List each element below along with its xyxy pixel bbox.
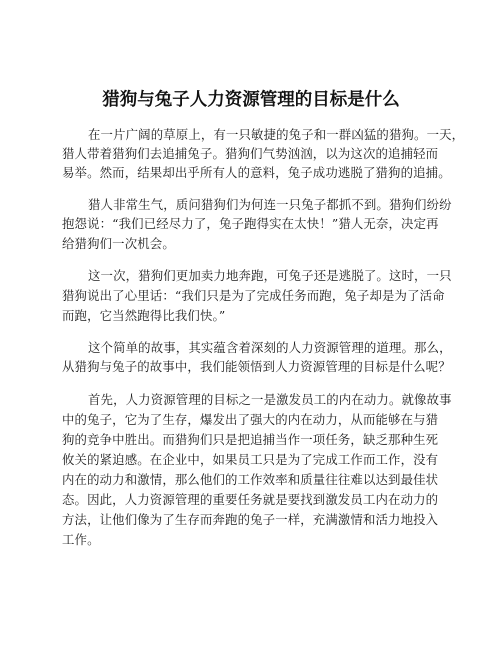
paragraph-line: 猎人带着猎狗们去追捕兔子。猎狗们气势汹汹，以为这次的追捕轻而 bbox=[62, 146, 439, 161]
document-title: 猎狗与兔子人力资源管理的目标是什么 bbox=[102, 90, 400, 110]
paragraph-line: 内在的动力和激情，那么他们的工作效率和质量往往难以达到最佳状 bbox=[62, 472, 439, 487]
paragraph-line: 工作。 bbox=[62, 532, 100, 547]
paragraph-line: 猎人非常生气，质问猎狗们为何连一只兔子都抓不到。猎狗们纷纷 bbox=[88, 197, 452, 212]
paragraph-line: 中的兔子，它为了生存，爆发出了强大的内在动力，从而能够在与猎 bbox=[62, 412, 439, 427]
paragraph-line: 狗的竞争中胜出。而猎狗们只是把追捕当作一项任务，缺乏那种生死 bbox=[62, 432, 439, 447]
paragraph-line: 易举。然而，结果却出乎所有人的意料，兔子成功逃脱了猎狗的追捕。 bbox=[62, 165, 451, 180]
paragraph-line: 这一次，猎狗们更加卖力地奔跑，可兔子还是逃脱了。这时，一只 bbox=[88, 268, 452, 283]
paragraph-line: 抱怨说：“我们已经尽力了，兔子跑得实在太快！”猎人无奈，决定再 bbox=[62, 216, 439, 231]
paragraph-line: 给猎狗们一次机会。 bbox=[62, 236, 175, 251]
paragraph-line: 攸关的紧迫感。在企业中，如果员工只是为了完成工作而工作，没有 bbox=[62, 452, 439, 467]
paragraph-line: 从猎狗与兔子的故事中，我们能领悟到人力资源管理的目标是什么呢？ bbox=[62, 359, 451, 374]
paragraph-line: 首先，人力资源管理的目标之一是激发员工的内在动力。就像故事 bbox=[88, 392, 452, 407]
paragraph-line: 这个简单的故事，其实蕴含着深刻的人力资源管理的道理。那么， bbox=[88, 340, 452, 355]
paragraph-line: 方法，让他们像为了生存而奔跑的兔子一样，充满激情和活力地投入 bbox=[62, 512, 439, 527]
paragraph-line: 而跑，它当然跑得比我们快。” bbox=[62, 308, 226, 323]
paragraph-line: 态。因此，人力资源管理的重要任务就是要找到激发员工内在动力的 bbox=[62, 492, 439, 507]
paragraph-line: 在一片广阔的草原上，有一只敏捷的兔子和一群凶猛的猎狗。一天， bbox=[88, 127, 465, 142]
paragraph-line: 猎狗说出了心里话：“我们只是为了完成任务而跑，兔子却是为了活命 bbox=[62, 288, 445, 303]
